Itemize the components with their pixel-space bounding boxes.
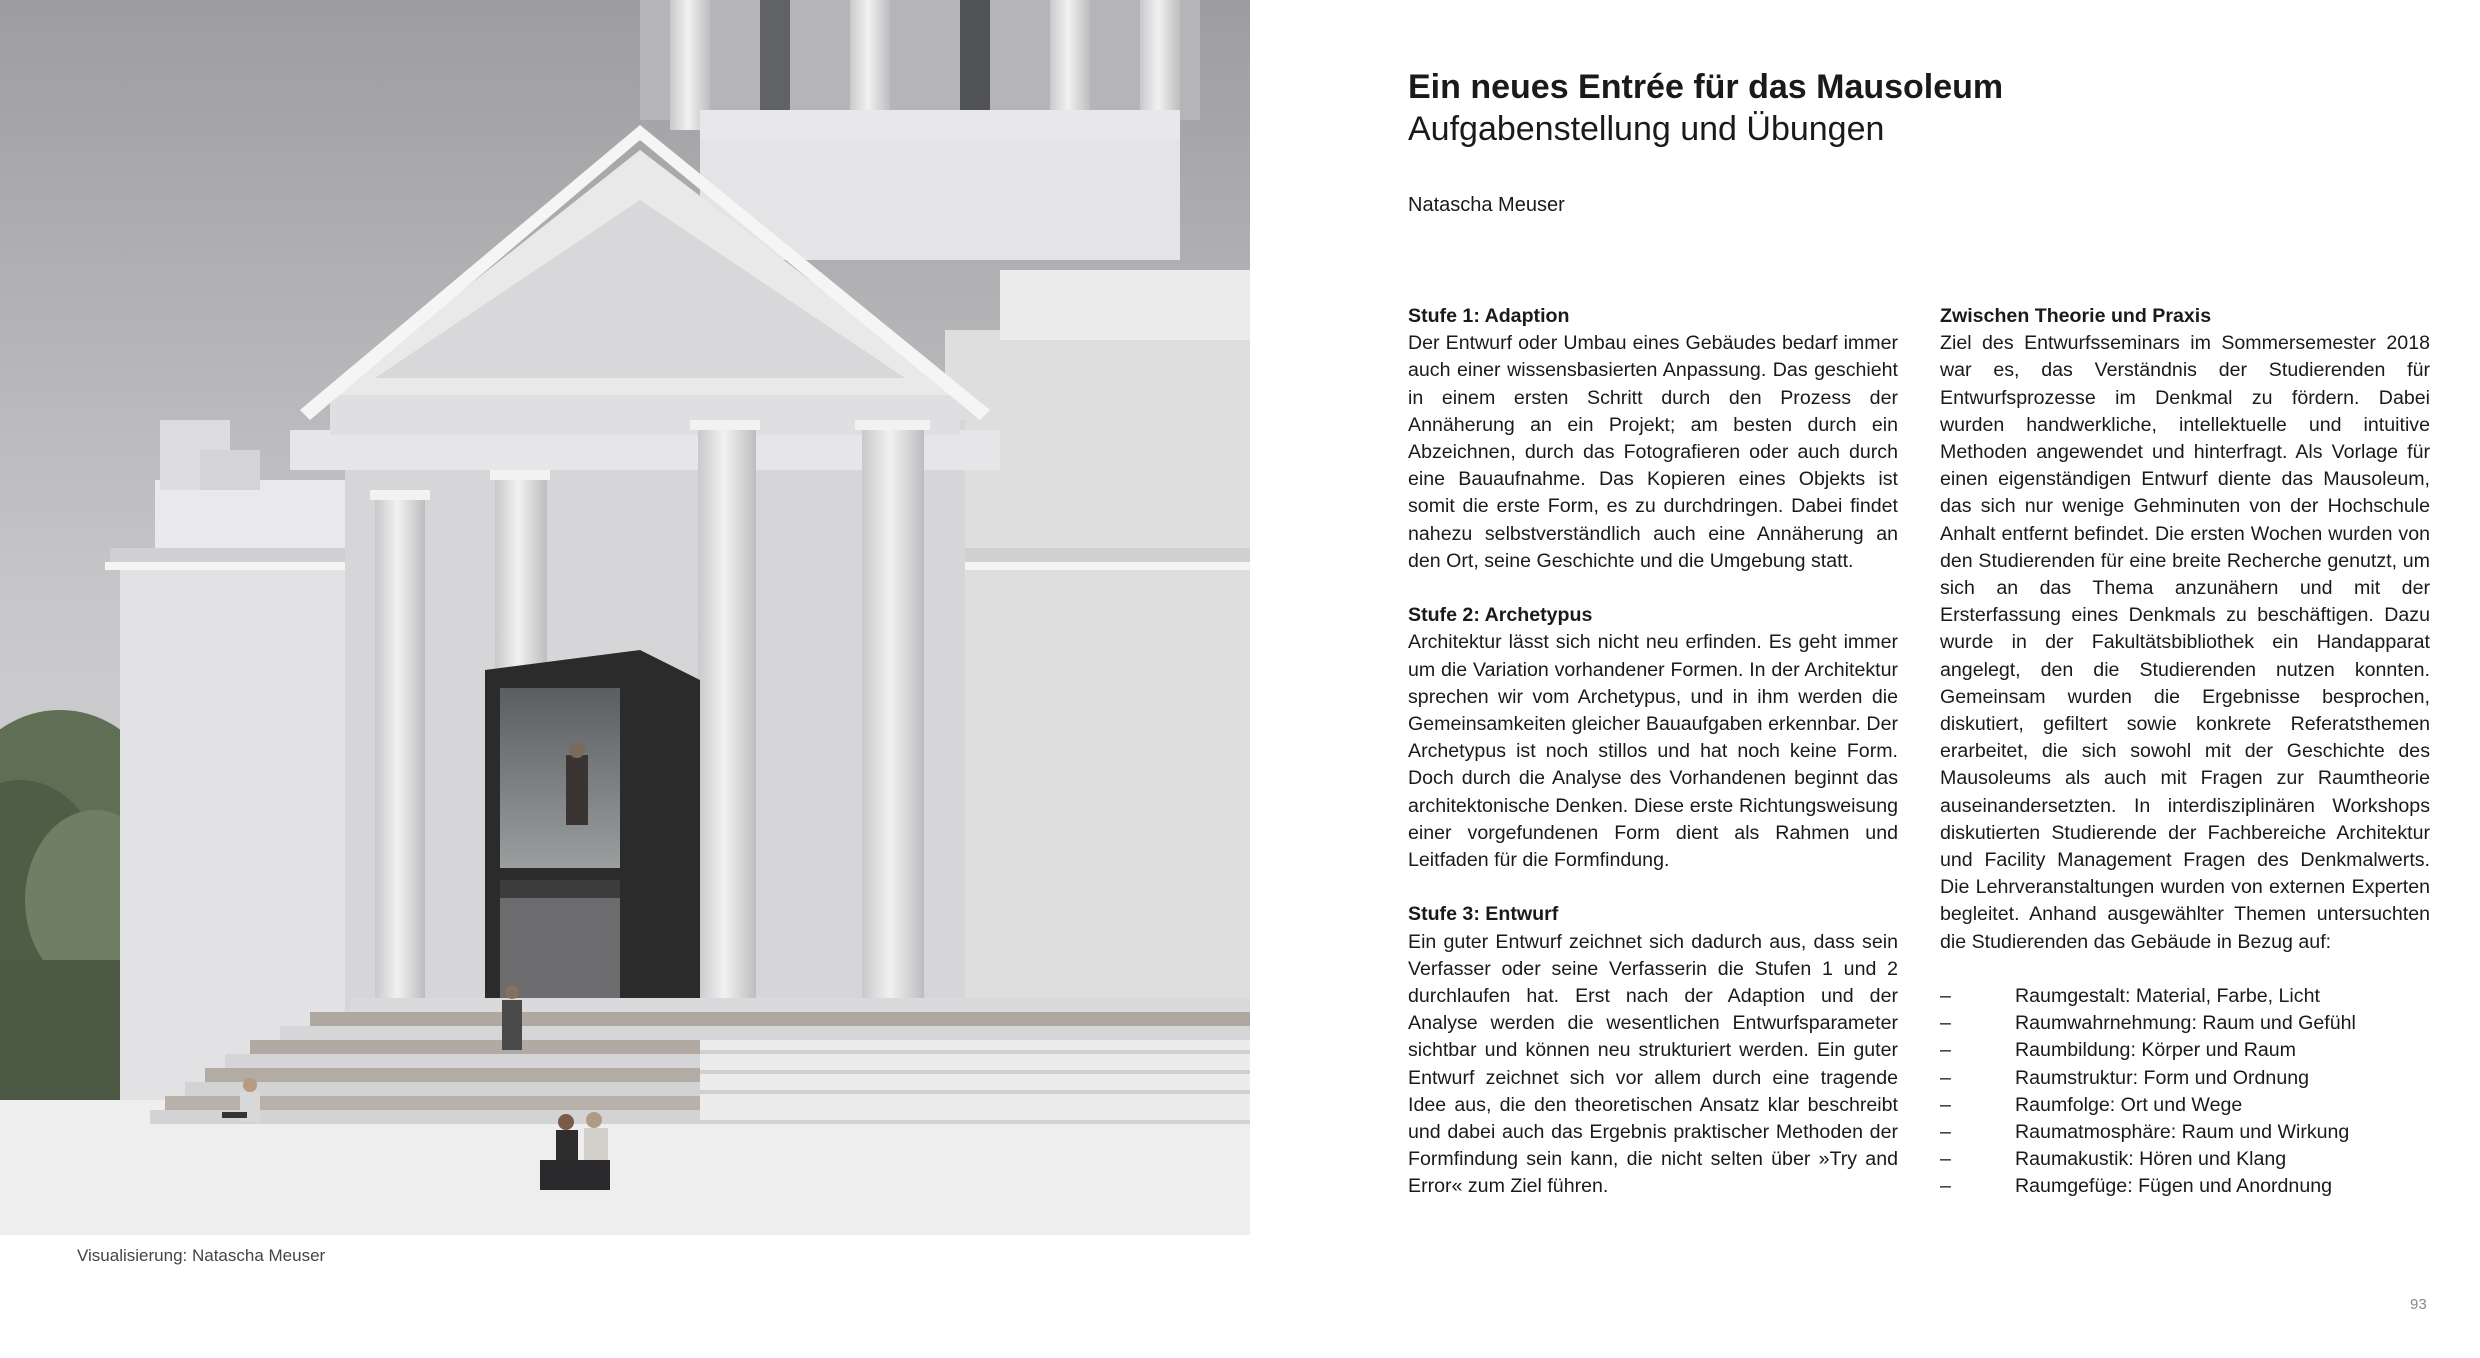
section-text: Der Entwurf oder Umbau eines Gebäudes bedarf immer auch einer wissensbasierten Anpassung. Das geschieht in einem ersten Schritt durch den Prozess der Annäherung an ein Projekt; am besten durch ein Abzeichnen, durch das Fotografieren oder auch durch eine Bauaufnahme. Das Kopieren eines Objekts ist somit die erste Form, es zu durchdringen. Dabei findet nahezu selbstverständlich auch eine Annäherung an den Ort, seine Geschichte und die Umgebung statt. [1408, 332, 1898, 572]
mausoleum-visualization [0, 0, 1250, 1235]
list-item-label: Raumstruktur: Form und Ordnung [2015, 1066, 2310, 1089]
list-item-label: Raumbildung: Körper und Raum [2015, 1039, 2296, 1062]
list-item-label: Raumgefüge: Fügen und Anordnung [2015, 1175, 2333, 1198]
dash-marker: – [1940, 985, 1951, 1008]
image-caption: Visualisierung: Natascha Meuser [77, 1246, 326, 1265]
list-item [1940, 1173, 2430, 1200]
list-item [1940, 1010, 2430, 1037]
dash-marker: – [1940, 1175, 1951, 1198]
text-column-right [1940, 303, 2430, 1201]
text-column-left [1408, 303, 1898, 1228]
list-item-label: Raumakustik: Hören und Klang [2015, 1148, 2287, 1171]
list-item-label: Raumatmosphäre: Raum und Wirkung [2015, 1121, 2350, 1143]
dash-marker: – [1940, 1012, 1951, 1035]
list-item [1940, 983, 2430, 1010]
list-item [1940, 1092, 2430, 1119]
list-item-label: Raumfolge: Ort und Wege [2015, 1093, 2243, 1116]
list-item [1940, 1037, 2430, 1064]
list-item [1940, 1146, 2430, 1173]
dash-marker: – [1940, 1039, 1951, 1062]
section-heading: Zwischen Theorie und Praxis [1940, 305, 2212, 327]
section-heading: Stufe 3: Entwurf [1408, 903, 1559, 926]
list-item-label: Raumwahrnehmung: Raum und Gefühl [2015, 1012, 2356, 1035]
section-text: Ein guter Entwurf zeichnet sich dadurch aus, dass sein Verfasser oder seine Verfasserin die Stufen 1 und 2 durchlaufen hat. Erst nach der Adaption und der Analyse werden die wesentlichen Entwurfsparameter sichtbar und können neu strukturiert werden. Ein guter Entwurf zeichnet sich vor allem durch eine tragende Idee aus, die den theoretischen Ansatz klar beschreibt und dabei auch das Ergebnis praktischer Methoden der Formfindung sein kann, die nicht selten über »Try and Error« zum Ziel führen. [1408, 930, 1898, 1198]
list-item [1940, 1119, 2430, 1146]
article-title: Ein neues Entrée für das Mausoleum [1408, 68, 2004, 106]
topic-list [1940, 983, 2430, 1201]
section-heading: Stufe 2: Archetypus [1408, 604, 1593, 627]
section-text: Ziel des Entwurfsseminars im Sommersemester 2018 war es, das Verständnis der Studierenden für Entwurfsprozesse im Denkmal zu fördern. Dabei wurden handwerkliche, intellektuelle und intuitive Methoden angewendet und hinterfragt. Als Vorlage für einen eigenständigen Entwurf diente das Mausoleum, das sich nur wenige Gehminuten von der Hochschule Anhalt entfernt befindet. Die ersten Wochen wurden von den Studierenden für eine breite Recherche genutzt, um sich an das Thema anzunähern und mit der Ersterfassung eines Denkmals zu beschäftigen. Dazu wurde in der Fakultätsbibliothek ein Handapparat angelegt, den die Studierenden nutzen konnten. Gemeinsam wurden die Ergebnisse besprochen, diskutiert, gefiltert sowie konkrete Referatsthemen erarbeitet, die sich sowohl mit der Geschichte des Mausoleums als auch mit Fragen zur Raumtheorie auseinandersetzten. In interdisziplinären Workshops diskutierten Studierende der Fachbereiche Architektur und Facility Management Fragen des Denkmalwerts. Die Lehrveranstaltungen wurden von externen Experten begleitet. Anhand ausgewählter Themen untersuchten die Studierenden das Gebäude in Bezug auf: [1940, 332, 2430, 953]
section-heading: Stufe 1: Adaption [1408, 305, 1570, 327]
list-item [1940, 1065, 2430, 1092]
stairs [150, 998, 1250, 1124]
article-subtitle: Aufgabenstellung und Übungen [1408, 110, 1885, 148]
section-text: Architektur lässt sich nicht neu erfinden. Es geht immer um die Variation vorhandener Formen. In der Architektur sprechen wir vom Archetypus, und in ihm werden die Gemeinsamkeiten gleicher Bauaufgaben erkennbar. Der Archetypus ist noch stillos und hat noch keine Form. Doch durch die Analyse des Vorhandenen beginnt das architektonische Denken. Diese erste Richtungsweisung einer vorgefundenen Form dient als Rahmen und Leitfaden für die Formfindung. [1408, 631, 1898, 872]
list-item-label: Raumgestalt: Material, Farbe, Licht [2015, 985, 2320, 1008]
dash-marker: – [1940, 1093, 1951, 1116]
page-number: 93 [2410, 1296, 2427, 1313]
author-name: Natascha Meuser [1408, 194, 1565, 216]
dash-marker: – [1940, 1066, 1951, 1089]
dash-marker: – [1940, 1121, 1951, 1143]
dash-marker: – [1940, 1148, 1951, 1171]
